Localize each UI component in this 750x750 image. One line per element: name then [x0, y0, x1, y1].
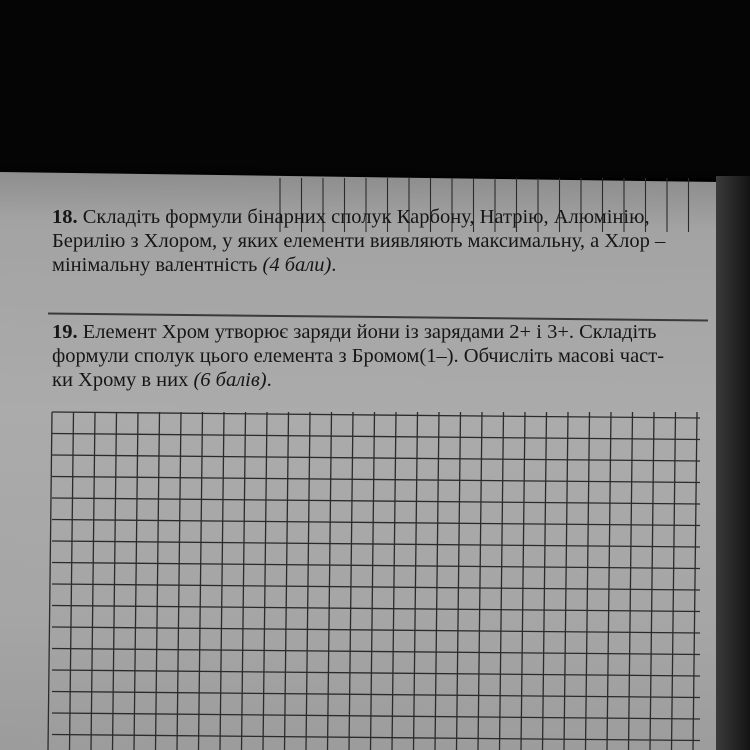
task-19-line-2: формули сполук цього елемента з Бромом(1–). Обчисліть масові част- [52, 345, 665, 367]
task-19-line-1 [52, 320, 712, 344]
task-19-text-3: ки Хрому в них [52, 369, 194, 391]
grid-line-horizontal [52, 563, 700, 569]
task-18-line-3 [52, 253, 712, 277]
grid-line-horizontal [52, 541, 700, 547]
task-18-line-2: Берилію з Хлором, у яких елементи виявляють максимальну, а Хлор – [52, 230, 666, 252]
grid-line-vertical [113, 412, 117, 750]
grid-line-vertical [392, 412, 396, 750]
grid-line-vertical [564, 412, 568, 750]
grid-line-vertical [435, 412, 439, 750]
grid-line-horizontal [52, 735, 700, 741]
grid-line-horizontal [52, 649, 700, 655]
task-19-number: 19. [52, 321, 78, 343]
grid-line-horizontal [52, 627, 700, 633]
grid-line-vertical [672, 412, 676, 750]
grid-line-horizontal [52, 713, 700, 719]
grid-line-horizontal [52, 670, 700, 676]
grid-line-vertical [478, 412, 482, 750]
grid-line-vertical [521, 412, 525, 750]
task-19-text-1: Елемент Хром утворює заряди йони із зарядами 2+ і 3+. Складіть [77, 321, 657, 343]
task-18-end: . [331, 254, 337, 276]
grid-line-vertical [328, 412, 332, 750]
grid-line-vertical [349, 412, 353, 750]
grid-line-horizontal [52, 520, 700, 526]
grid-line-horizontal [52, 498, 700, 504]
grid-line-vertical [629, 412, 633, 750]
grid-line-vertical [242, 412, 246, 750]
grid-line-vertical [156, 412, 160, 750]
grid-line-horizontal [52, 455, 700, 461]
task-19-line-3 [52, 368, 712, 392]
grid-line-vertical [220, 412, 224, 750]
grid-line-vertical [693, 412, 697, 750]
grid-line-vertical [134, 412, 138, 750]
task-18-number: 18. [52, 206, 78, 228]
grid-line-vertical [70, 412, 74, 750]
grid-line-horizontal [52, 692, 700, 698]
grid-line-vertical [586, 412, 590, 750]
grid-line-vertical [306, 412, 310, 750]
grid-line-vertical [500, 412, 504, 750]
grid-line-vertical [371, 412, 375, 750]
grid-line-vertical [48, 412, 52, 750]
task-18-text-1: Складіть формули бінарних сполук Карбону, Натрію, Алюмінію, [77, 206, 650, 228]
grid-line-horizontal [52, 412, 700, 418]
grid-line-horizontal [52, 584, 700, 590]
grid-line-vertical [199, 412, 203, 750]
task-18-points: (4 бали) [262, 254, 332, 276]
grid-line-vertical [607, 412, 611, 750]
grid-line-vertical [285, 412, 289, 750]
grid-line-horizontal [52, 477, 700, 483]
task-19 [52, 320, 712, 392]
task-18 [52, 205, 712, 277]
grid-line-horizontal [52, 434, 700, 440]
grid-line-vertical [414, 412, 418, 750]
grid-line-horizontal [52, 606, 700, 612]
task-18-line-1 [52, 205, 712, 229]
grid-line-vertical [457, 412, 461, 750]
task-19-points: (6 балів) [193, 369, 267, 391]
grid-line-vertical [91, 412, 95, 750]
grid-line-vertical [543, 412, 547, 750]
grid-line-vertical [177, 412, 181, 750]
grid-line-vertical [650, 412, 654, 750]
grid-line-vertical [263, 412, 267, 750]
task-19-end: . [266, 369, 272, 391]
task-18-text-3: мінімальну валентність [52, 254, 263, 276]
